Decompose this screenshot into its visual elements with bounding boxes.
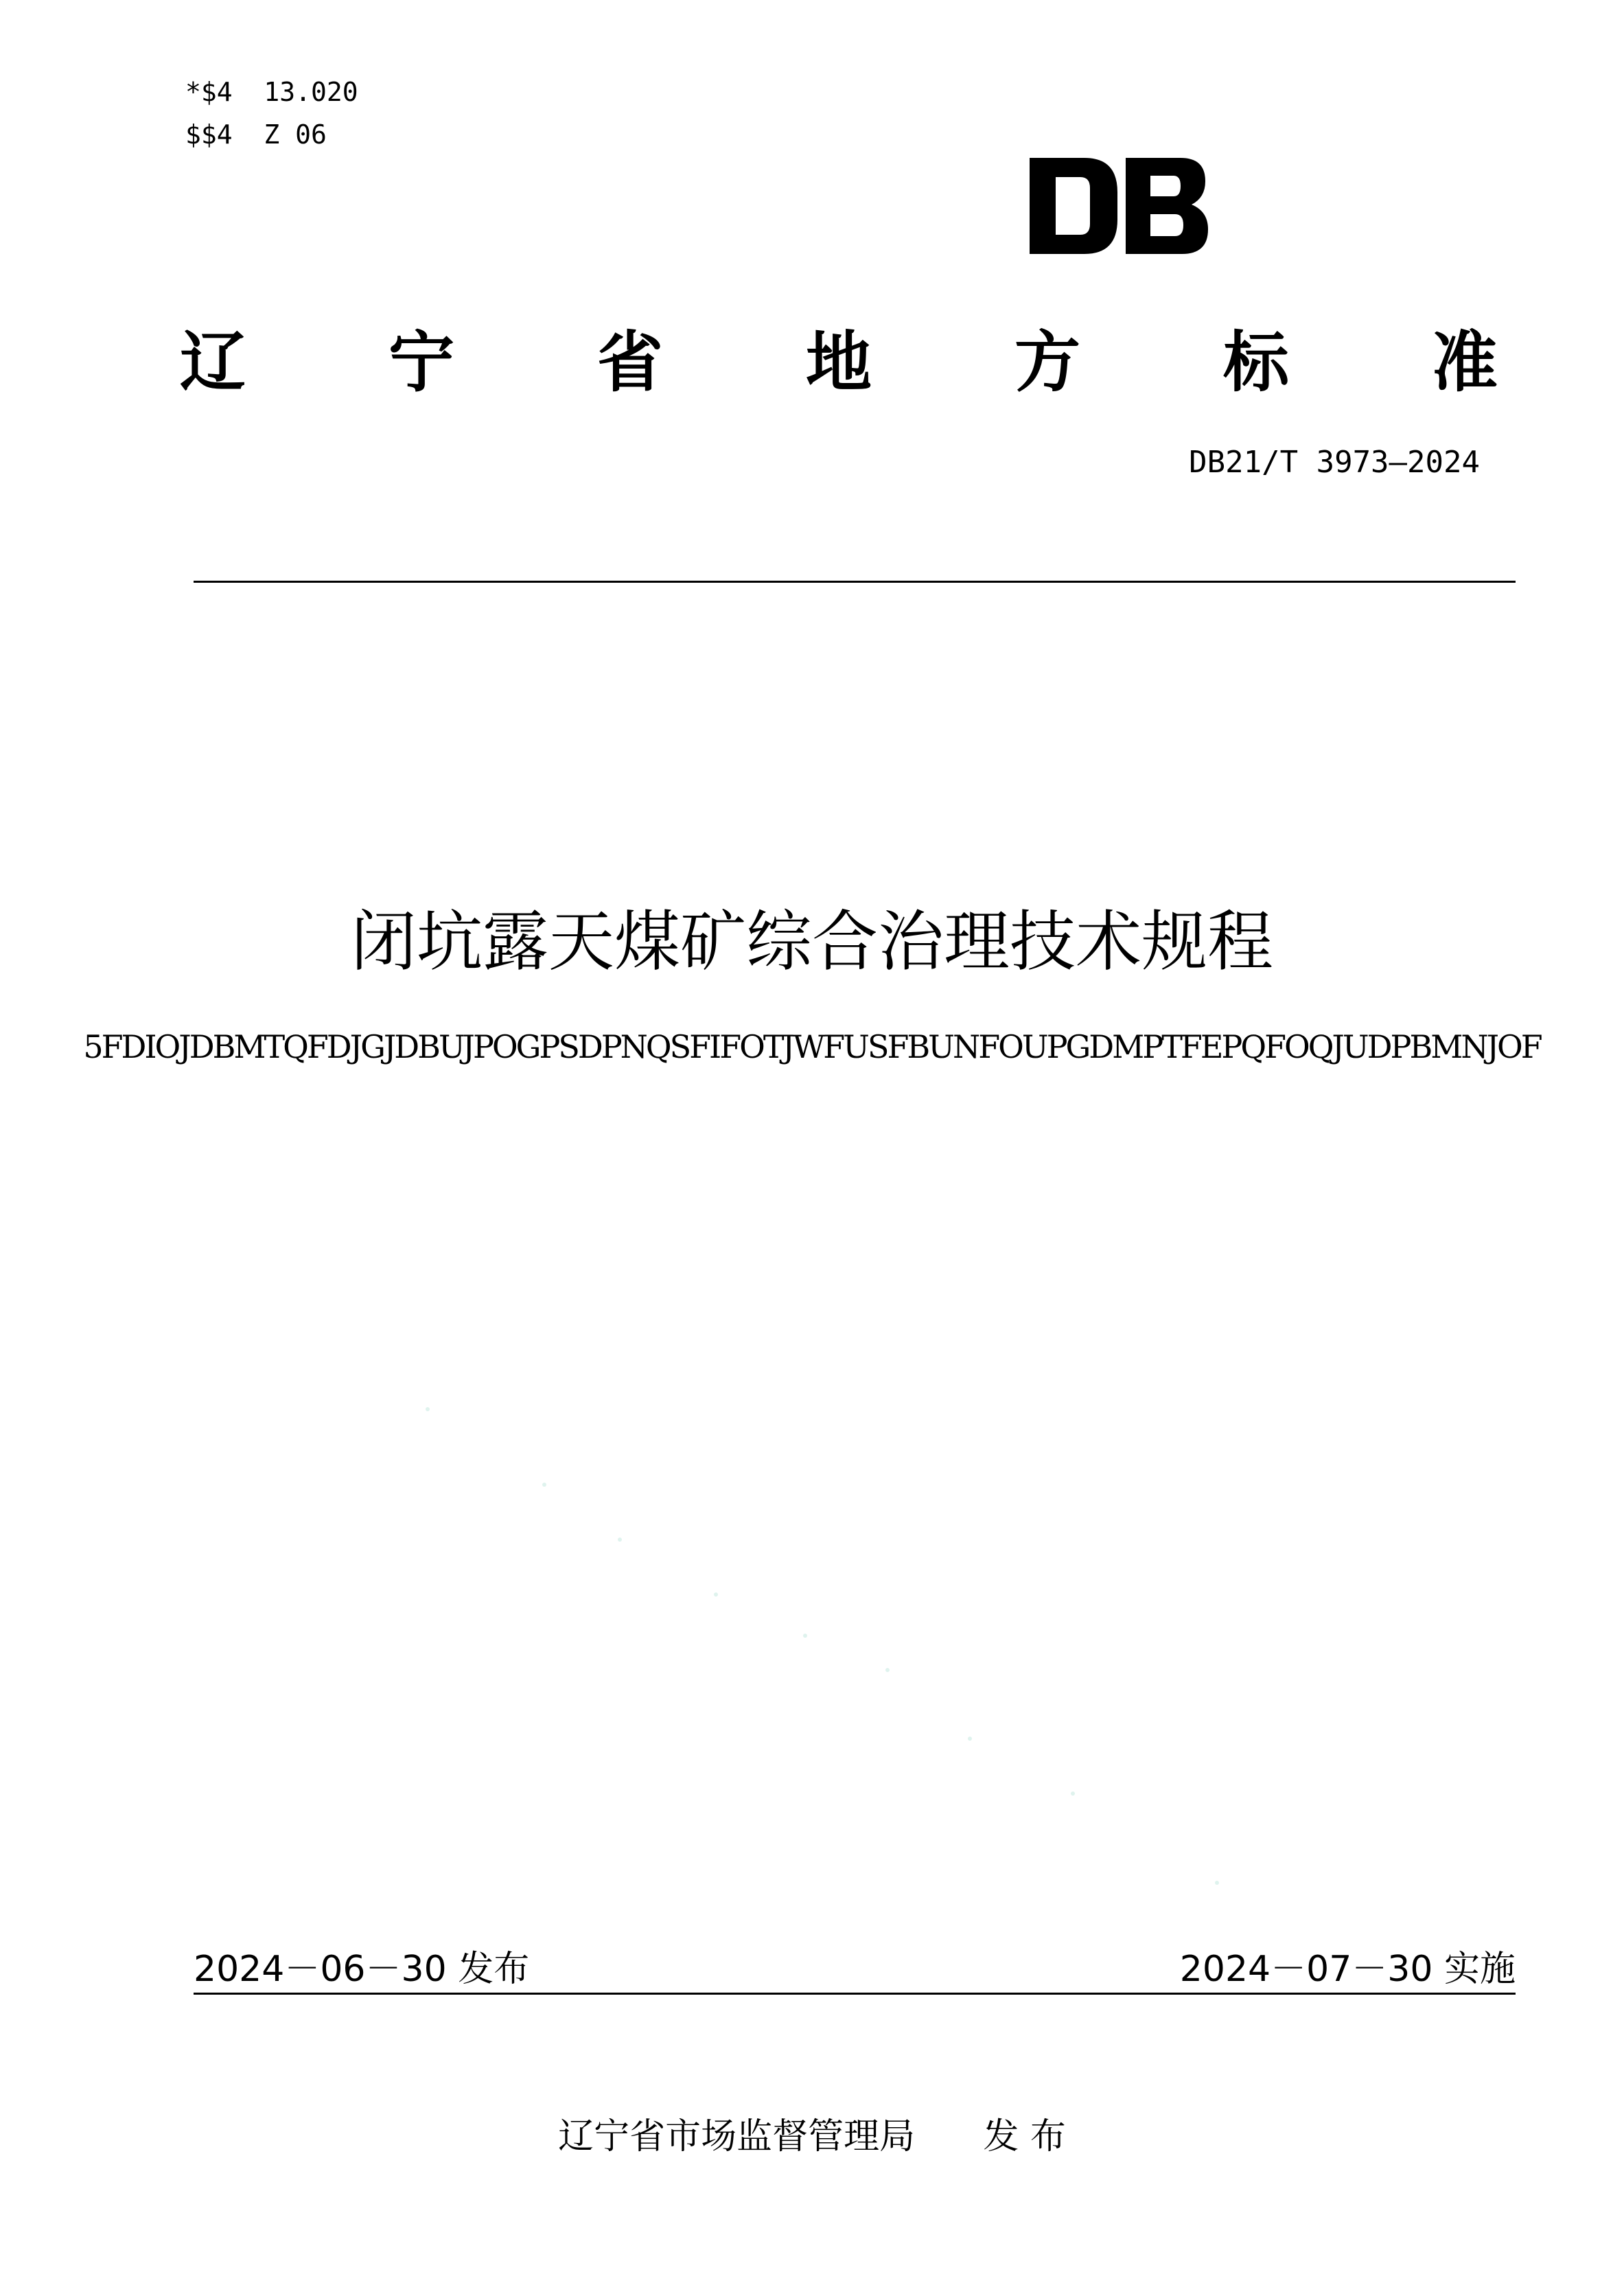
- title-char: 标: [1223, 324, 1289, 401]
- implementation-date: 2024－07－30 实施: [1179, 1949, 1516, 1990]
- title-char: 方: [1014, 324, 1080, 401]
- ics-classification: *$4 13.020: [185, 77, 358, 107]
- publisher: 辽宁省市场监督管理局 发 布: [558, 2116, 1066, 2157]
- title-char: 宁: [388, 324, 454, 401]
- title-char: 准: [1432, 324, 1498, 401]
- db-logo: [1030, 158, 1208, 254]
- issue-date: 2024－06－30 发布: [194, 1949, 530, 1990]
- title-char: 省: [597, 324, 663, 401]
- title-char: 辽: [180, 324, 246, 401]
- bottom-divider: [194, 1993, 1516, 1995]
- english-title: 5FDIOJDBMTQFDJGJDBUJPOGPSDPNQSFIFOTJWFUSFBUNFOUPGDMPTFEPQFOQJUDPBMNJOF: [83, 1028, 1541, 1065]
- province-standard-title: [180, 310, 1498, 404]
- title-char: 地: [806, 324, 872, 401]
- document-title: 闭坑露天煤矿综合治理技术规程: [351, 903, 1273, 980]
- standard-number: DB21/T 3973—2024: [1189, 445, 1480, 480]
- top-divider: [194, 581, 1516, 583]
- ccs-classification: $$4 Z 06: [185, 119, 327, 150]
